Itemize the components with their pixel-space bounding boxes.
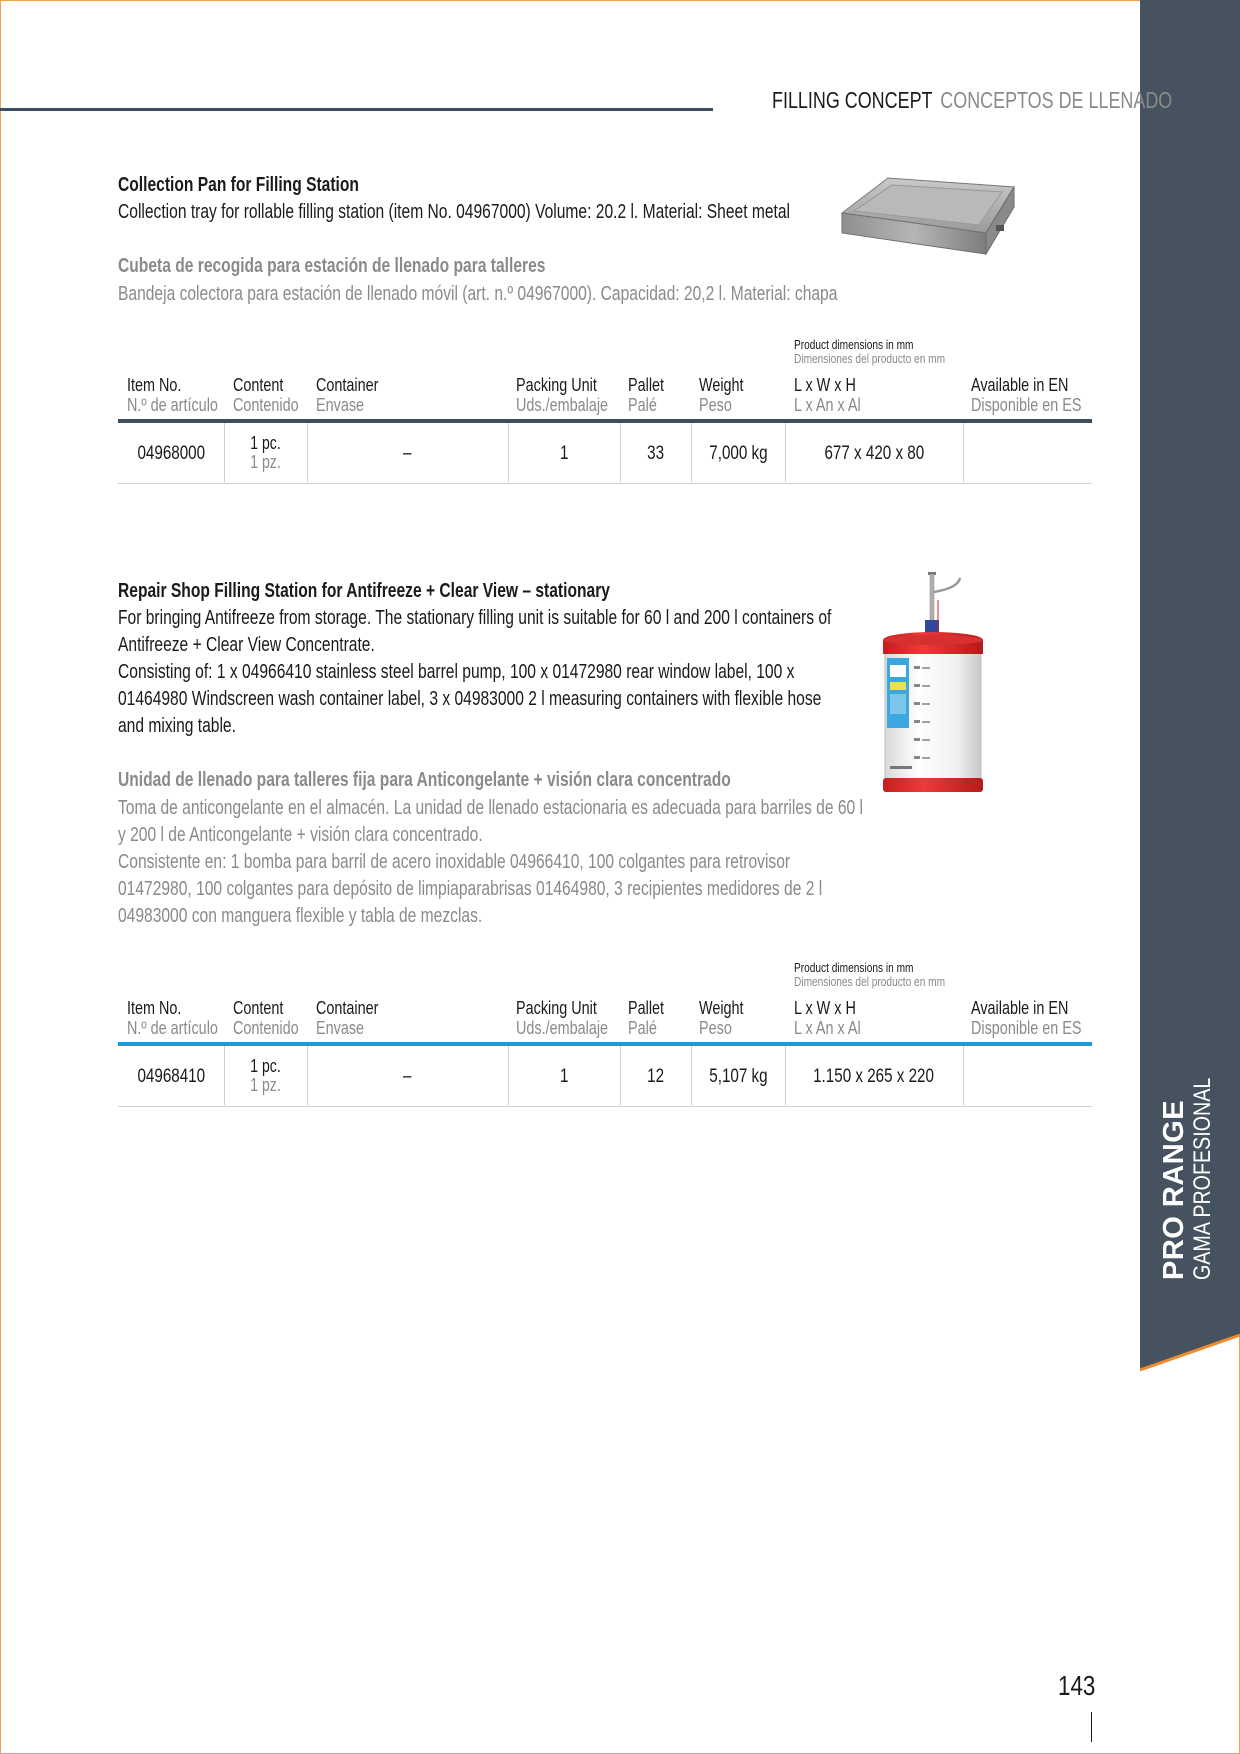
cell-weight-value: 5,107 kg [708,1066,768,1087]
table-row [118,443,224,465]
cell-packing-value: 1 [559,443,569,464]
sidebar-band [1140,0,1240,1754]
product-2-desc-en-line: For bringing Antifreeze from storage. The stationary filling unit is suitable for 60 l and 200 l containers of [118,607,832,629]
sidebar-title-es: GAMA PROFESIONAL [1189,1077,1216,1280]
cell-container [307,443,508,465]
cell-packing-value: 1 [559,1066,569,1087]
product-1-desc-en-line: Collection tray for rollable filling station (item No. 04967000) Volume: 20.2 l. Material: Sheet metal [118,201,791,223]
header-weight-es: Peso [699,1018,732,1038]
header-pallet-es: Palé [628,1018,657,1038]
dimensions-note [794,338,945,366]
cell-container-value: – [403,1066,412,1087]
product-2-description-es [118,795,863,930]
cell-dims-value: 677 x 420 x 80 [824,443,924,464]
header-pallet-es: Palé [628,395,657,415]
cell-pallet-value: 33 [647,443,664,464]
header-dims-en: L x W x H [794,375,856,395]
table-row [118,1066,224,1088]
cell-item-no: 04968410 [137,1066,205,1087]
header-weight [699,998,744,1038]
product-2-table [118,961,1092,1109]
header-container-en: Container [316,375,379,395]
cell-packing-unit [508,443,620,465]
header-content [233,375,299,415]
header-availability [971,998,1081,1038]
header-container-en: Container [316,998,379,1018]
header-packing-en: Packing Unit [516,998,597,1018]
header-availability [971,375,1081,415]
product-1-title-es: Cubeta de recogida para estación de llenado para talleres [118,255,546,277]
header-packing-es: Uds./embalaje [516,1018,609,1038]
table-header-rule [118,1042,1092,1046]
product-1-description-es [118,281,837,308]
header-content-es: Contenido [233,395,299,415]
header-packing-en: Packing Unit [516,375,597,395]
cell-content-es: 1 pz. [250,1075,281,1095]
dimensions-note-en: Product dimensions in mm [794,337,914,352]
section-header [772,87,1172,114]
header-item-en: Item No. [127,998,182,1018]
product-1-desc-es-line: Bandeja colectora para estación de llenado móvil (art. n.º 04967000). Capacidad: 20,2 l. Material: chapa [118,283,838,305]
header-content [233,998,299,1038]
page-number: 143 [1058,1670,1096,1701]
sidebar-title-en: PRO RANGE [1158,1099,1190,1280]
cell-packing-unit [508,1066,620,1088]
header-item-es: N.º de artículo [127,395,218,415]
sidebar-shape [1140,0,1240,1754]
header-dimensions [794,375,861,415]
cell-container-value: – [403,443,412,464]
header-dims-es: L x An x Al [794,395,861,415]
header-item-es: N.º de artículo [127,1018,218,1038]
table-row-rule [118,1106,1092,1107]
header-pallet [628,375,664,415]
header-avail-en: Available in EN [971,998,1069,1018]
product-2-desc-en-line: Antifreeze + Clear View Concentrate. [118,634,375,656]
cell-weight [691,1066,785,1088]
product-2-desc-es-line: Consistente en: 1 bomba para barril de acero inoxidable 04966410, 100 colgantes para retrovisor [118,851,791,873]
cell-pallet [620,443,691,465]
cell-pallet [620,1066,691,1088]
product-2-title-es: Unidad de llenado para talleres fija para Anticongelante + visión clara concentrado [118,769,731,791]
product-1-title-en: Collection Pan for Filling Station [118,174,359,196]
header-weight-en: Weight [699,375,744,395]
product-2-title-en: Repair Shop Filling Station for Antifreeze + Clear View – stationary [118,580,610,602]
header-item-en: Item No. [127,375,182,395]
cell-content [224,434,307,472]
header-item-no [127,998,218,1038]
cell-availability [963,443,1092,465]
section-title-en: FILLING CONCEPT [772,87,933,113]
header-weight-en: Weight [699,998,744,1018]
product-2-desc-es-line: y 200 l de Anticongelante + visión clara concentrado. [118,824,483,846]
metal-collection-pan-image [836,175,1016,255]
header-container-es: Envase [316,395,365,415]
cell-container [307,1066,508,1088]
product-2-description-en [118,605,831,740]
dimensions-note-es: Dimensiones del producto en mm [794,351,946,366]
cell-dims-value: 1.150 x 265 x 220 [813,1066,935,1087]
header-pallet [628,998,664,1038]
page-number-rule [1091,1712,1092,1742]
product-2-desc-es-line: 04983000 con manguera flexible y tabla de mezclas. [118,905,483,927]
cell-availability [963,1066,1092,1088]
cell-content-es: 1 pz. [250,452,281,472]
table-header-rule [118,419,1092,423]
product-2-desc-es-line: 01472980, 100 colgantes para depósito de limpiaparabrisas 01464980, 3 recipientes medidores de 2 l [118,878,823,900]
cell-dimensions [785,1066,963,1088]
header-weight [699,375,744,415]
header-dims-en: L x W x H [794,998,856,1018]
header-content-es: Contenido [233,1018,299,1038]
product-2-desc-en-line: Consisting of: 1 x 04966410 stainless steel barrel pump, 100 x 01472980 rear window label, 100 x [118,661,795,683]
product-2-desc-en-line: 01464980 Windscreen wash container label, 3 x 04983000 2 l measuring containers with flexible hose [118,688,822,710]
product-2-desc-en-line: and mixing table. [118,715,236,737]
header-packing-unit [516,375,608,415]
sidebar-title [1160,1033,1215,1280]
cell-dimensions [785,443,963,465]
header-packing-es: Uds./embalaje [516,395,609,415]
product-1-description-en [118,199,790,226]
header-container [316,375,378,415]
header-pallet-en: Pallet [628,375,665,395]
cell-item-no: 04968000 [137,443,205,464]
header-container-es: Envase [316,1018,365,1038]
barrel-pump-station-image [868,570,998,815]
section-title-es: CONCEPTOS DE LLENADO [940,87,1173,113]
header-avail-es: Disponible en ES [971,395,1082,415]
table-row-rule [118,483,1092,484]
cell-content-en: 1 pc. [250,1056,281,1076]
header-dims-es: L x An x Al [794,1018,861,1038]
dimensions-note [794,961,945,989]
header-content-en: Content [233,375,284,395]
header-container [316,998,378,1038]
cell-pallet-value: 12 [647,1066,664,1087]
cell-content [224,1057,307,1095]
header-dimensions [794,998,861,1038]
product-1-table [118,338,1092,486]
header-packing-unit [516,998,608,1038]
header-avail-en: Available in EN [971,375,1069,395]
header-rule [0,108,713,111]
cell-content-en: 1 pc. [250,433,281,453]
header-item-no [127,375,218,415]
product-2-desc-es-line: Toma de anticongelante en el almacén. La unidad de llenado estacionaria es adecuada para barriles de 60 l [118,797,863,819]
cell-weight-value: 7,000 kg [708,443,768,464]
header-avail-es: Disponible en ES [971,1018,1082,1038]
header-weight-es: Peso [699,395,732,415]
header-content-en: Content [233,998,284,1018]
dimensions-note-es: Dimensiones del producto en mm [794,974,946,989]
header-pallet-en: Pallet [628,998,665,1018]
cell-weight [691,443,785,465]
dimensions-note-en: Product dimensions in mm [794,960,914,975]
